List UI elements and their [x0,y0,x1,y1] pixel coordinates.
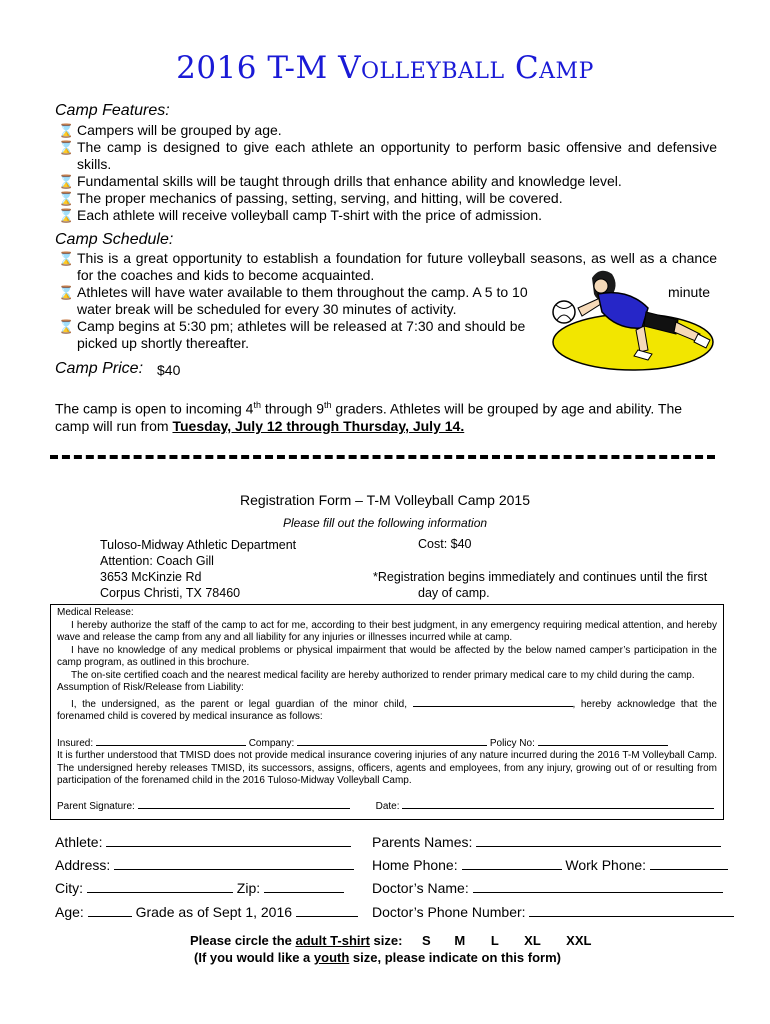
size-option-m[interactable]: M [454,933,466,948]
hourglass-bullet-icon: ⌛ [58,140,75,155]
city-row: City: Zip: [55,878,344,896]
doctors-name-field[interactable] [473,878,723,893]
insured-field[interactable] [96,734,246,746]
list-item: ⌛ The camp is designed to give each athlete an opportunity to perform basic offensive and defensive skills. [58,139,717,172]
address-field[interactable] [114,855,354,870]
list-item: ⌛ Camp begins at 5:30 pm; athletes will be released at 7:30 and should be picked up shortly thereafter. [58,318,526,351]
list-item: ⌛ The proper mechanics of passing, setting, serving, and hitting, will be covered. [58,190,563,206]
hourglass-bullet-icon: ⌛ [58,123,75,138]
hourglass-bullet-icon: ⌛ [58,319,75,334]
registration-subheading: Please fill out the following information [282,516,488,530]
city-field[interactable] [87,878,233,893]
schedule-heading: Camp Schedule: [55,231,174,248]
athlete-row: Athlete: [55,832,351,850]
size-option-xxl[interactable]: XXL [566,933,592,948]
features-heading: Camp Features: [55,102,170,119]
date-field[interactable] [402,797,714,809]
list-item: ⌛ Each athlete will receive volleyball camp T-shirt with the price of admission. [58,207,543,223]
price-value: $40 [157,362,181,378]
list-item: ⌛ Fundamental skills will be taught through drills that enhance ability and knowledge level. [58,173,622,189]
hourglass-bullet-icon: ⌛ [58,191,75,206]
minor-child-field[interactable] [413,695,573,707]
medical-heading: Medical Release: [57,607,134,618]
parents-names-field[interactable] [476,832,721,847]
policy-number-field[interactable] [538,734,668,746]
athlete-field[interactable] [106,832,351,847]
page-title: 2016 T-M Volleyball Camp [176,50,594,86]
grade-field[interactable] [296,902,358,917]
parent-signature-field[interactable] [138,797,350,809]
camp-info-text: The camp is open to incoming 4th through 9th graders. Athletes will be grouped by age and ability. The camp will run from Tuesday, July 12 through Thursday, July 14. [55,400,683,434]
hourglass-bullet-icon: ⌛ [58,251,75,266]
cut-line [50,455,715,459]
list-item: ⌛ Campers will be grouped by age. [58,122,282,138]
price-heading: Camp Price: [55,360,144,377]
registration-note: *Registration begins immediately and continues until the first day of camp. [373,570,708,600]
size-option-l[interactable]: L [490,933,499,948]
list-item: ⌛ Athletes will have water available to them throughout the camp. A 5 to 10 minute water break will be scheduled for every 30 minutes of activity. [58,284,711,317]
home-phone-field[interactable] [462,855,562,870]
size-option-xl[interactable]: XL [524,933,541,948]
work-phone-field[interactable] [650,855,728,870]
camp-dates: Tuesday, July 12 through Thursday, July 14. [172,417,465,434]
parents-row: Parents Names: [372,832,721,850]
zip-field[interactable] [264,878,344,893]
tshirt-size-line: Please circle the adult T-shirt size: S M L XL XXL [190,933,592,948]
age-row: Age: Grade as of Sept 1, 2016 [55,902,358,920]
cost-text: Cost: $40 [418,537,472,551]
doctors-phone-field[interactable] [529,902,734,917]
features-list [55,122,717,224]
doctor-phone-row: Doctor’s Phone Number: [372,902,734,920]
hourglass-bullet-icon: ⌛ [58,285,75,300]
hourglass-bullet-icon: ⌛ [58,174,75,189]
company-field[interactable] [297,734,487,746]
doctor-row: Doctor’s Name: [372,878,723,896]
volleyball-player-illustration [548,264,718,374]
medical-release-box: Medical Release: I hereby authorize the staff of the camp to act for me, according to their best judgment, in any emergency requiring medical attention, and hereby wave and release the camp from any and all liability for any injuries or illnesses incurred while at camp. I have no knowledge of any medical problems or physical impairment that would be affected by the below named camper’s participation in the camp program, as outlined in this brochure. The on-site certified coach and the nearest medical facility are hereby authorized to render primary medical care to my child during the camp. Assumption of Risk/Release from Liability: I, the undersigned, as the parent or legal guardian of the minor child, , hereby acknowledge that the forenamed child is covered by medical insurance as follows: Insured: Company: Policy No: It is further understood that TMISD does not provide medical insurance covering injuries of any nature incurred during the 2016 T-M Volleyball Camp. The undersigned hereby releases TMISD, its successors, assigns, officers, agents and employees, from any injury, growing out of or resulting from participation of the forenamed child in the 2016 Tuloso-Midway Volleyball Camp. Parent Signature: Date: [50,604,724,820]
youth-size-note: (If you would like a youth size, please indicate on this form) [194,950,561,965]
size-option-s[interactable]: S [422,933,431,948]
address-row: Address: [55,855,354,873]
volleyball-icon [553,301,575,323]
hourglass-bullet-icon: ⌛ [58,208,75,223]
list-item: ⌛ This is a great opportunity to establish a foundation for future volleyball seasons, as well as a chance for the coaches and kids to become acquainted. [58,250,717,283]
phone-row: Home Phone: Work Phone: [372,855,728,873]
registration-heading: Registration Form – T-M Volleyball Camp 2015 [240,492,530,508]
mailing-address: Tuloso-Midway Athletic Department Attention: Coach Gill 3653 McKinzie Rd Corpus Christi, TX 78460 [100,538,297,600]
age-field[interactable] [88,902,132,917]
